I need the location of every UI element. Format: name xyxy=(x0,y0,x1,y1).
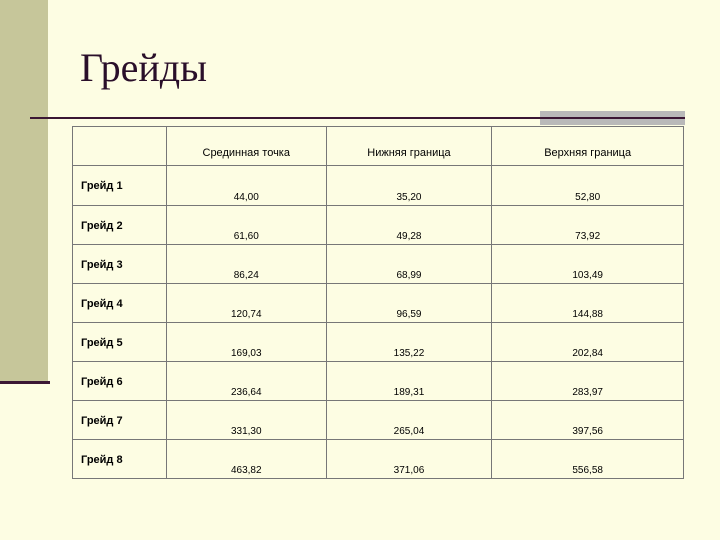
table-row xyxy=(73,206,684,245)
lower-bound-cell: 35,20 xyxy=(326,166,492,206)
midpoint-cell: 463,82 xyxy=(166,440,326,479)
left-accent-rule xyxy=(0,381,50,384)
grades-table xyxy=(72,126,684,479)
upper-bound-cell: 556,58 xyxy=(492,440,684,479)
upper-bound-cell: 202,84 xyxy=(492,323,684,362)
table-row xyxy=(73,323,684,362)
header-upper-bound: Верхняя граница xyxy=(492,127,684,166)
midpoint-cell: 61,60 xyxy=(166,206,326,245)
upper-bound-cell: 52,80 xyxy=(492,166,684,206)
grade-label: Грейд 4 xyxy=(73,284,167,323)
table-row xyxy=(73,440,684,479)
grade-label: Грейд 8 xyxy=(73,440,167,479)
grade-label: Грейд 7 xyxy=(73,401,167,440)
midpoint-cell: 120,74 xyxy=(166,284,326,323)
left-accent-band xyxy=(0,0,48,382)
table-header-row xyxy=(73,127,684,166)
table-row xyxy=(73,166,684,206)
midpoint-cell: 44,00 xyxy=(166,166,326,206)
grade-label: Грейд 1 xyxy=(73,166,167,206)
table-row xyxy=(73,245,684,284)
header-lower-bound: Нижняя граница xyxy=(326,127,492,166)
lower-bound-cell: 371,06 xyxy=(326,440,492,479)
upper-bound-cell: 283,97 xyxy=(492,362,684,401)
upper-bound-cell: 103,49 xyxy=(492,245,684,284)
midpoint-cell: 331,30 xyxy=(166,401,326,440)
lower-bound-cell: 96,59 xyxy=(326,284,492,323)
lower-bound-cell: 265,04 xyxy=(326,401,492,440)
title-divider xyxy=(30,117,685,119)
table-row xyxy=(73,362,684,401)
grade-label: Грейд 6 xyxy=(73,362,167,401)
midpoint-cell: 169,03 xyxy=(166,323,326,362)
slide-title: Грейды xyxy=(80,45,207,90)
upper-bound-cell: 144,88 xyxy=(492,284,684,323)
upper-bound-cell: 73,92 xyxy=(492,206,684,245)
table-row xyxy=(73,401,684,440)
upper-bound-cell: 397,56 xyxy=(492,401,684,440)
lower-bound-cell: 49,28 xyxy=(326,206,492,245)
table-row xyxy=(73,284,684,323)
header-midpoint: Срединная точка xyxy=(166,127,326,166)
midpoint-cell: 86,24 xyxy=(166,245,326,284)
header-empty-cell xyxy=(73,127,167,166)
grade-label: Грейд 2 xyxy=(73,206,167,245)
lower-bound-cell: 189,31 xyxy=(326,362,492,401)
grade-label: Грейд 5 xyxy=(73,323,167,362)
lower-bound-cell: 68,99 xyxy=(326,245,492,284)
midpoint-cell: 236,64 xyxy=(166,362,326,401)
lower-bound-cell: 135,22 xyxy=(326,323,492,362)
grade-label: Грейд 3 xyxy=(73,245,167,284)
